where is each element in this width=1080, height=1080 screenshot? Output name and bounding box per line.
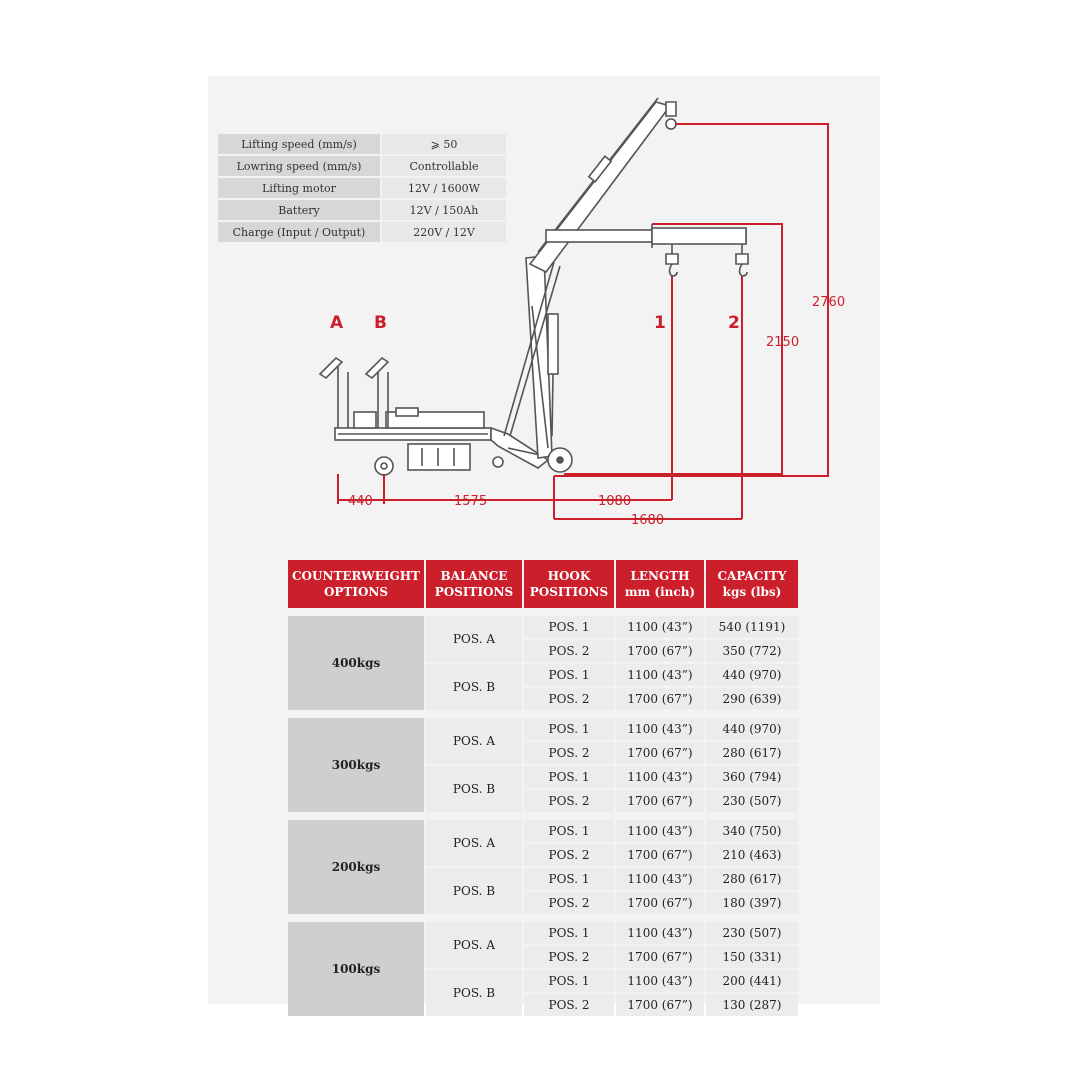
- capacity-cell: 280 (617): [706, 868, 798, 890]
- length-cell: 1700 (67”): [616, 688, 704, 710]
- spec-label: Battery: [218, 200, 380, 220]
- spec-label: Lifting speed (mm/s): [218, 134, 380, 154]
- capacity-cell: 230 (507): [706, 790, 798, 812]
- table-row: [288, 718, 798, 740]
- spec-value: 12V / 150Ah: [380, 200, 506, 220]
- counterweight-cell: 200kgs: [288, 820, 424, 914]
- spec-label: Lifting motor: [218, 178, 380, 198]
- capacity-header-row: [288, 560, 798, 608]
- length-cell: 1700 (67”): [616, 844, 704, 866]
- capacity-cell: 200 (441): [706, 970, 798, 992]
- capacity-cell: 150 (331): [706, 946, 798, 968]
- header-hook: HOOK POSITIONS: [524, 560, 614, 608]
- capacity-cell: 180 (397): [706, 892, 798, 914]
- crane-line-art: [320, 98, 748, 475]
- balance-cell: POS. A: [426, 718, 522, 764]
- hook-cell: POS. 1: [524, 616, 614, 638]
- capacity-cell: 340 (750): [706, 820, 798, 842]
- length-cell: 1700 (67”): [616, 742, 704, 764]
- length-cell: 1700 (67”): [616, 640, 704, 662]
- length-cell: 1700 (67”): [616, 892, 704, 914]
- spec-value: ⩾ 50: [380, 134, 506, 154]
- length-cell: 1700 (67”): [616, 994, 704, 1016]
- hook-cell: POS. 2: [524, 688, 614, 710]
- capacity-cell: 350 (772): [706, 640, 798, 662]
- spec-label: Charge (Input / Output): [218, 222, 380, 242]
- dimension-1080: 1080: [598, 494, 632, 509]
- length-cell: 1100 (43”): [616, 868, 704, 890]
- hook-cell: POS. 1: [524, 922, 614, 944]
- balance-cell: POS. B: [426, 664, 522, 710]
- length-cell: 1100 (43”): [616, 922, 704, 944]
- dimension-1680: 1680: [631, 513, 665, 528]
- counterweight-cell: 400kgs: [288, 616, 424, 710]
- hook-cell: POS. 1: [524, 970, 614, 992]
- balance-cell: POS. B: [426, 766, 522, 812]
- table-row: [288, 922, 798, 944]
- balance-label-a: A: [330, 313, 344, 333]
- table-row: [288, 616, 798, 638]
- balance-cell: POS. A: [426, 922, 522, 968]
- hook-position-2-label: 2: [728, 313, 740, 333]
- length-cell: 1100 (43”): [616, 766, 704, 788]
- header-counterweight: COUNTERWEIGHT OPTIONS: [288, 560, 424, 608]
- dimension-2760: 2760: [812, 295, 846, 310]
- header-length: LENGTH mm (inch): [616, 560, 704, 608]
- hook-cell: POS. 2: [524, 640, 614, 662]
- header-capacity: CAPACITY kgs (lbs): [706, 560, 798, 608]
- spec-label: Lowring speed (mm/s): [218, 156, 380, 176]
- header-balance: BALANCE POSITIONS: [426, 560, 522, 608]
- balance-label-b: B: [374, 313, 387, 333]
- spec-value: 12V / 1600W: [380, 178, 506, 198]
- hook-cell: POS. 1: [524, 718, 614, 740]
- balance-cell: POS. A: [426, 820, 522, 866]
- capacity-table: [286, 558, 800, 1018]
- length-cell: 1100 (43”): [616, 820, 704, 842]
- capacity-cell: 280 (617): [706, 742, 798, 764]
- hook-cell: POS. 1: [524, 664, 614, 686]
- length-cell: 1700 (67”): [616, 790, 704, 812]
- hook-cell: POS. 1: [524, 766, 614, 788]
- spec-value: 220V / 12V: [380, 222, 506, 242]
- dimension-440: 440: [348, 494, 373, 509]
- dimension-2150: 2150: [766, 335, 800, 350]
- hook-position-1-label: 1: [654, 313, 666, 333]
- capacity-cell: 210 (463): [706, 844, 798, 866]
- capacity-cell: 440 (970): [706, 664, 798, 686]
- counterweight-cell: 300kgs: [288, 718, 424, 812]
- capacity-cell: 440 (970): [706, 718, 798, 740]
- length-cell: 1100 (43”): [616, 664, 704, 686]
- capacity-cell: 360 (794): [706, 766, 798, 788]
- length-cell: 1100 (43”): [616, 970, 704, 992]
- capacity-cell: 290 (639): [706, 688, 798, 710]
- crane-diagram: [208, 76, 880, 556]
- capacity-cell: 540 (1191): [706, 616, 798, 638]
- hook-cell: POS. 2: [524, 994, 614, 1016]
- balance-cell: POS. B: [426, 970, 522, 1016]
- capacity-cell: 130 (287): [706, 994, 798, 1016]
- hook-cell: POS. 1: [524, 868, 614, 890]
- balance-cell: POS. A: [426, 616, 522, 662]
- balance-cell: POS. B: [426, 868, 522, 914]
- counterweight-cell: 100kgs: [288, 922, 424, 1016]
- dimension-1575: 1575: [454, 494, 488, 509]
- hook-cell: POS. 2: [524, 844, 614, 866]
- spec-value: Controllable: [380, 156, 506, 176]
- capacity-cell: 230 (507): [706, 922, 798, 944]
- length-cell: 1100 (43”): [616, 616, 704, 638]
- table-row: [288, 820, 798, 842]
- hook-cell: POS. 2: [524, 790, 614, 812]
- hook-cell: POS. 2: [524, 892, 614, 914]
- length-cell: 1700 (67”): [616, 946, 704, 968]
- hook-cell: POS. 1: [524, 820, 614, 842]
- hook-cell: POS. 2: [524, 946, 614, 968]
- length-cell: 1100 (43”): [616, 718, 704, 740]
- hook-cell: POS. 2: [524, 742, 614, 764]
